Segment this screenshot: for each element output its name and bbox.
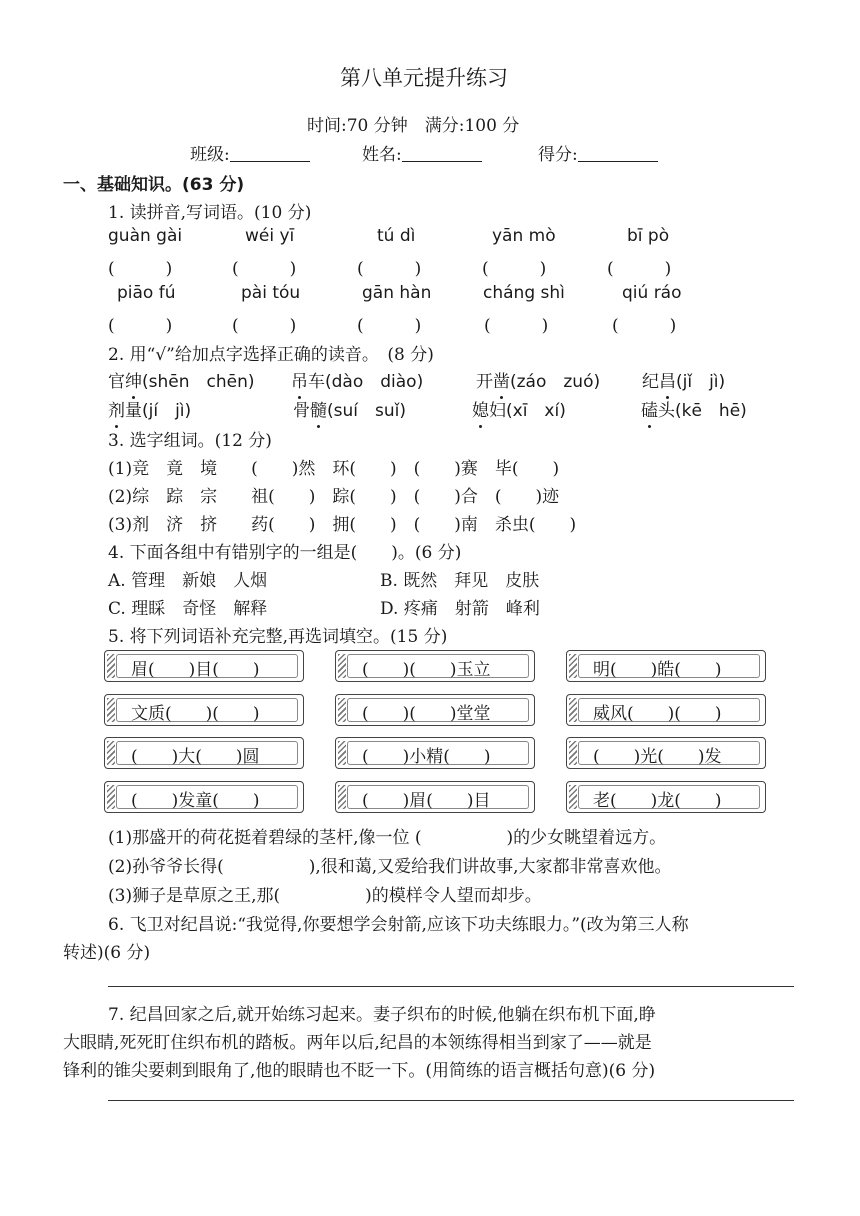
word-box: ( )大( )圆 bbox=[104, 737, 304, 769]
answer-line bbox=[108, 986, 794, 987]
reading-item: 媳妇(xī xí) bbox=[472, 396, 566, 421]
name-field bbox=[362, 140, 482, 165]
dotted-char: 剂 bbox=[108, 396, 125, 421]
q4-option-d: D. 疼痛 射箭 峰利 bbox=[380, 599, 540, 619]
answer-blank: ( ) bbox=[232, 259, 297, 279]
pinyin-item: tú dì bbox=[377, 226, 416, 246]
word-box: 老( )龙( ) bbox=[566, 781, 766, 813]
q6-line: 转述)(6 分) bbox=[63, 943, 151, 963]
class-label: 班级: bbox=[190, 145, 230, 165]
reading-item: 开凿(záo zuó) bbox=[476, 367, 600, 392]
answer-blank: ( ) bbox=[232, 316, 297, 336]
dotted-char: 磕 bbox=[641, 396, 658, 421]
word-box: ( )( )堂堂 bbox=[335, 694, 535, 726]
class-field bbox=[190, 140, 310, 165]
word-box: ( )小精( ) bbox=[335, 737, 535, 769]
pinyin-item: yān mò bbox=[492, 226, 556, 246]
q7-line: 7. 纪昌回家之后,就开始练习起来。妻子织布的时候,他躺在织布机下面,睁 bbox=[108, 1005, 656, 1025]
q6-line: 6. 飞卫对纪昌说:“我觉得,你要想学会射箭,应该下功夫练眼力。”(改为第三人称 bbox=[108, 915, 689, 935]
q7-line: 锋利的锥尖要刺到眼角了,他的眼睛也不眨一下。(用简练的语言概括句意)(6 分) bbox=[63, 1061, 656, 1081]
reading-item: 骨髓(suí suǐ) bbox=[293, 396, 406, 421]
answer-line bbox=[108, 1100, 794, 1101]
fill-sentence: (1)那盛开的荷花挺着碧绿的茎杆,像一位 ( )的少女眺望着远方。 bbox=[108, 828, 667, 848]
word-box: ( )发童( ) bbox=[104, 781, 304, 813]
dotted-char: 吊 bbox=[291, 367, 308, 392]
pinyin-item: wéi yī bbox=[245, 226, 295, 246]
name-blank bbox=[402, 145, 482, 162]
dotted-char: 凿 bbox=[493, 367, 510, 392]
q3-title: 3. 选字组词。(12 分) bbox=[108, 431, 272, 451]
q4-option-a: A. 管理 新娘 人烟 bbox=[108, 571, 268, 591]
score-field bbox=[538, 140, 658, 165]
reading-item: 吊车(dào diào) bbox=[291, 367, 423, 392]
score-label: 得分: bbox=[538, 145, 578, 165]
q1-title: 1. 读拼音,写词语。(10 分) bbox=[108, 203, 312, 223]
word-box: 威风( )( ) bbox=[566, 694, 766, 726]
answer-blank: ( ) bbox=[108, 259, 173, 279]
word-box: ( )眉( )目 bbox=[335, 781, 535, 813]
dotted-char: 媳 bbox=[472, 396, 489, 421]
reading-item: 纪昌(jǐ jì) bbox=[642, 367, 725, 392]
q4-option-b: B. 既然 拜见 皮肤 bbox=[380, 571, 540, 591]
q3-row: (1)竞 竟 境 ( )然 环( ) ( )赛 毕( ) bbox=[108, 459, 560, 479]
dotted-char: 昌 bbox=[659, 367, 676, 392]
answer-blank: ( ) bbox=[357, 259, 422, 279]
answer-blank: ( ) bbox=[108, 316, 173, 336]
reading-item: 磕头(kē hē) bbox=[641, 396, 747, 421]
q3-row: (3)剂 济 挤 药( ) 拥( ) ( )南 杀虫( ) bbox=[108, 515, 577, 535]
name-label: 姓名: bbox=[362, 145, 402, 165]
score-blank bbox=[578, 145, 658, 162]
time-score-line: 时间:70 分钟 满分:100 分 bbox=[307, 116, 520, 136]
dotted-char: 髓 bbox=[310, 396, 327, 421]
pinyin-item: bī pò bbox=[627, 226, 670, 246]
word-box: 文质( )( ) bbox=[104, 694, 304, 726]
word-box: ( )光( )发 bbox=[566, 737, 766, 769]
word-box: ( )( )玉立 bbox=[335, 650, 535, 682]
section-title: 一、基础知识。(63 分) bbox=[63, 175, 245, 195]
pinyin-item: piāo fú bbox=[117, 283, 176, 303]
pinyin-item: pài tóu bbox=[241, 283, 301, 303]
word-box: 明( )皓( ) bbox=[566, 650, 766, 682]
q3-row: (2)综 踪 宗 祖( ) 踪( ) ( )合 ( )迹 bbox=[108, 487, 560, 507]
pinyin-item: guàn gài bbox=[108, 226, 183, 246]
answer-blank: ( ) bbox=[607, 259, 672, 279]
fill-sentence: (2)孙爷爷长得( ),很和蔼,又爱给我们讲故事,大家都非常喜欢他。 bbox=[108, 857, 672, 877]
answer-blank: ( ) bbox=[612, 316, 677, 336]
dotted-char: 绅 bbox=[125, 367, 142, 392]
reading-item: 官绅(shēn chēn) bbox=[108, 367, 254, 392]
pinyin-item: cháng shì bbox=[483, 283, 565, 303]
pinyin-item: gān hàn bbox=[362, 283, 432, 303]
fill-sentence: (3)狮子是草原之王,那( )的模样令人望而却步。 bbox=[108, 886, 542, 906]
q2-title: 2. 用“√”给加点字选择正确的读音。 (8 分) bbox=[108, 345, 434, 365]
reading-item: 剂量(jí jì) bbox=[108, 396, 191, 421]
pinyin-item: qiú ráo bbox=[622, 283, 682, 303]
class-blank bbox=[230, 145, 310, 162]
q4-option-c: C. 理睬 奇怪 解释 bbox=[108, 599, 268, 619]
answer-blank: ( ) bbox=[482, 259, 547, 279]
word-box: 眉( )目( ) bbox=[104, 650, 304, 682]
answer-blank: ( ) bbox=[484, 316, 549, 336]
answer-blank: ( ) bbox=[357, 316, 422, 336]
q5-title: 5. 将下列词语补充完整,再选词填空。(15 分) bbox=[108, 627, 448, 647]
page-title: 第八单元提升练习 bbox=[340, 66, 508, 90]
q4-title: 4. 下面各组中有错别字的一组是( )。(6 分) bbox=[108, 543, 462, 563]
q7-line: 大眼睛,死死盯住织布机的踏板。两年以后,纪昌的本领练得相当到家了——就是 bbox=[63, 1033, 652, 1053]
